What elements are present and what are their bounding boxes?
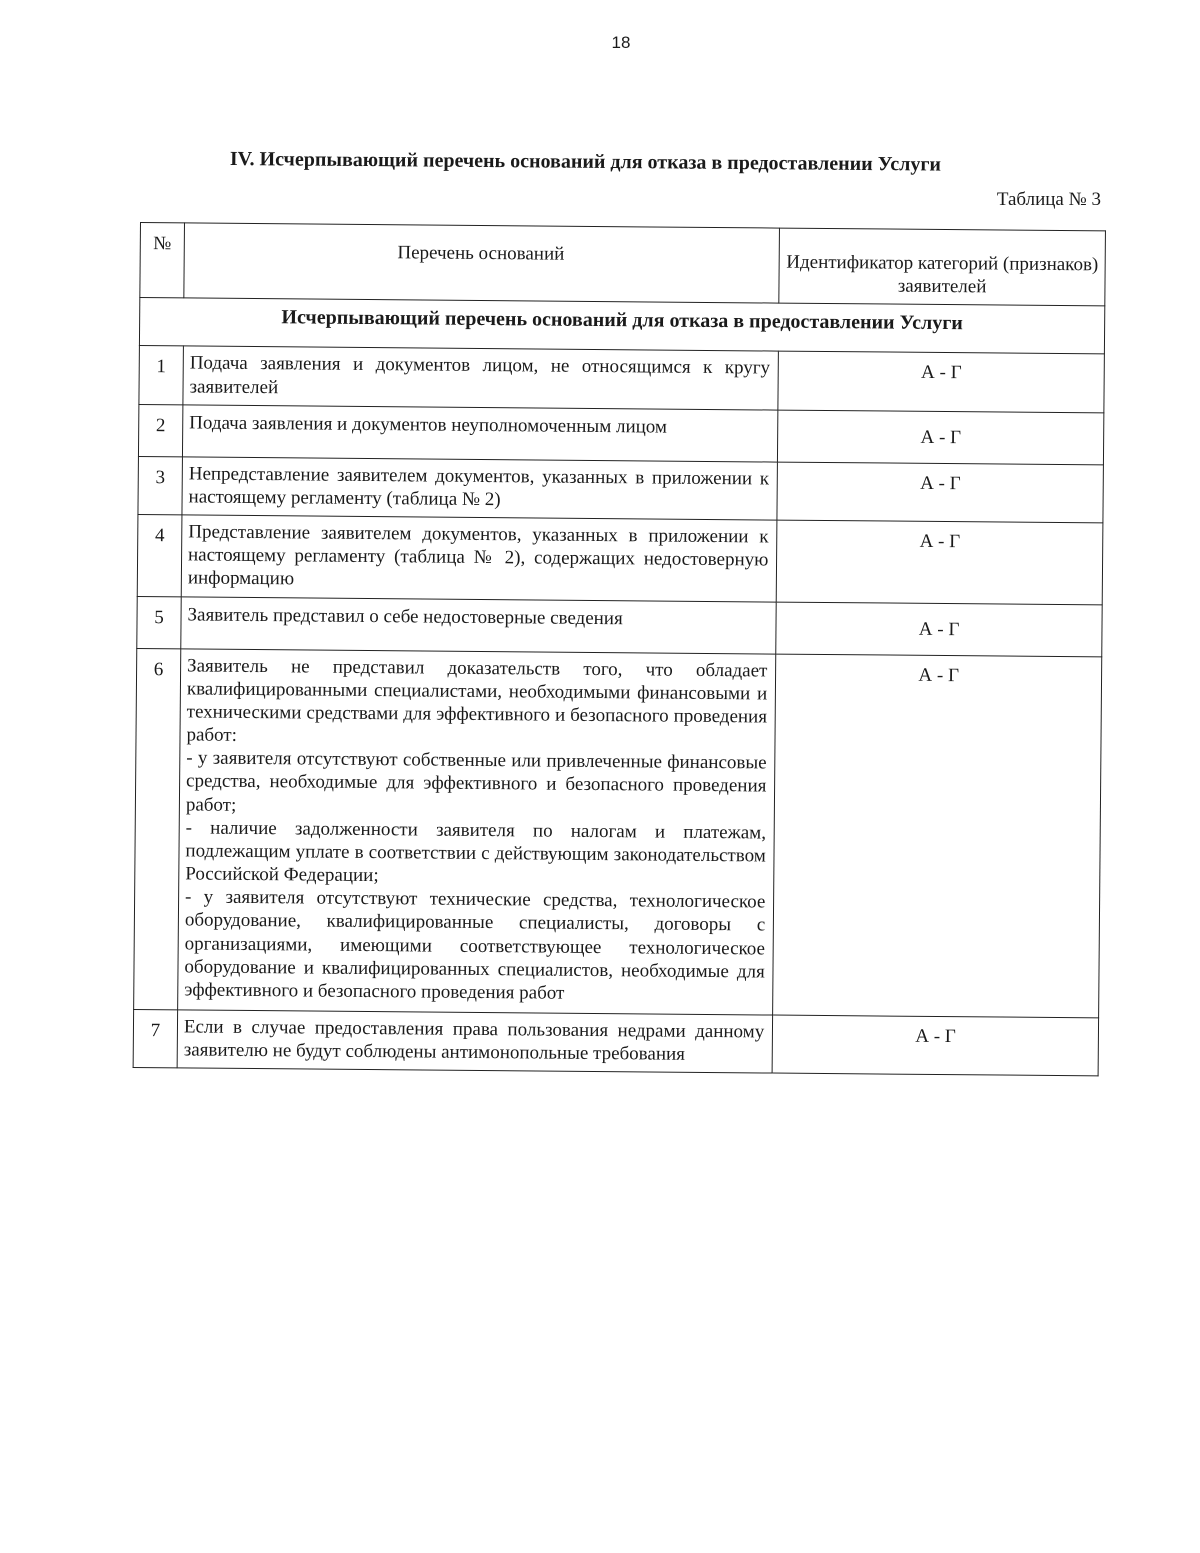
table-header-row bbox=[140, 223, 1106, 307]
header-grounds: Перечень оснований bbox=[184, 223, 780, 304]
row-number: 6 bbox=[134, 648, 181, 1010]
row-identifier: А - Г bbox=[773, 654, 1102, 1018]
table-row bbox=[138, 404, 1103, 464]
row-text: Представление заявителем документов, указанных в приложении к настоящему регламенту (таблица № 2), содержащих недостоверную информацию bbox=[181, 515, 777, 602]
row-text: Подача заявления и документов лицом, не относящимся к кругу заявителей bbox=[183, 346, 779, 410]
header-identifier: Идентификатор категорий (признаков) заявителей bbox=[779, 228, 1105, 306]
row-text: Подача заявления и документов неуполномоченным лицом bbox=[182, 405, 778, 462]
grounds-table bbox=[133, 222, 1106, 1077]
grounds-table-wrapper bbox=[133, 222, 1106, 1077]
row-text-bullet: - у заявителя отсутствуют собственные или привлеченные финансовые средства, необходимые для эффективного и безопасного проведения работ; bbox=[185, 747, 767, 816]
row-number: 5 bbox=[137, 596, 181, 648]
section-title: IV. Исчерпывающий перечень оснований для отказа в предоставлении Услуги bbox=[229, 148, 942, 176]
row-number: 7 bbox=[133, 1010, 177, 1069]
row-identifier: А - Г bbox=[778, 410, 1104, 465]
row-text: Непредставление заявителем документов, указанных в приложении к настоящему регламенту (таблица № 2) bbox=[182, 457, 778, 521]
table-row bbox=[133, 1010, 1098, 1077]
header-number: № bbox=[140, 223, 185, 299]
table-row bbox=[134, 648, 1102, 1018]
row-number: 3 bbox=[138, 456, 182, 515]
row-identifier: А - Г bbox=[778, 351, 1104, 412]
row-text bbox=[178, 648, 776, 1015]
row-text: Заявитель представил о себе недостоверные сведения bbox=[181, 596, 777, 653]
row-number: 2 bbox=[138, 404, 182, 456]
table-row bbox=[138, 456, 1103, 523]
row-identifier: А - Г bbox=[777, 462, 1103, 523]
row-identifier: А - Г bbox=[772, 1015, 1098, 1076]
row-text-bullet: - наличие задолженности заявителя по налогам и платежам, подлежащим уплате в соответствии с действующим законодательством Российской Федерации; bbox=[185, 817, 767, 887]
table-caption: Таблица № 3 bbox=[996, 189, 1101, 210]
group-title: Исчерпывающий перечень оснований для отказа в предоставлении Услуги bbox=[139, 298, 1104, 354]
row-identifier: А - Г bbox=[776, 602, 1102, 657]
row-identifier: А - Г bbox=[777, 520, 1103, 604]
page-number: 18 bbox=[611, 33, 631, 52]
row-number: 1 bbox=[139, 346, 183, 405]
row-number: 4 bbox=[137, 515, 182, 597]
row-text-bullet: - у заявителя отсутствуют технические средства, технологическое оборудование, квалифицированные специалисты, договоры с организациями, имеющими соответствующее технологическое оборудование и квалифицированных специалистов, необходимые для эффективного и безопасного проведения работ bbox=[184, 886, 766, 1004]
table-row bbox=[137, 596, 1102, 656]
table-row bbox=[137, 515, 1103, 605]
row-text-paragraph: Заявитель не представил доказательств того, что обладает квалифицированными специалистами, необходимыми финансовыми и техническими средствами для эффективного и безопасного проведения работ: bbox=[186, 654, 768, 746]
table-group-row bbox=[139, 298, 1104, 354]
table-row bbox=[139, 346, 1104, 413]
row-text: Если в случае предоставления права пользования недрами данному заявителю не будут соблюдены антимонопольные требования bbox=[177, 1010, 773, 1074]
